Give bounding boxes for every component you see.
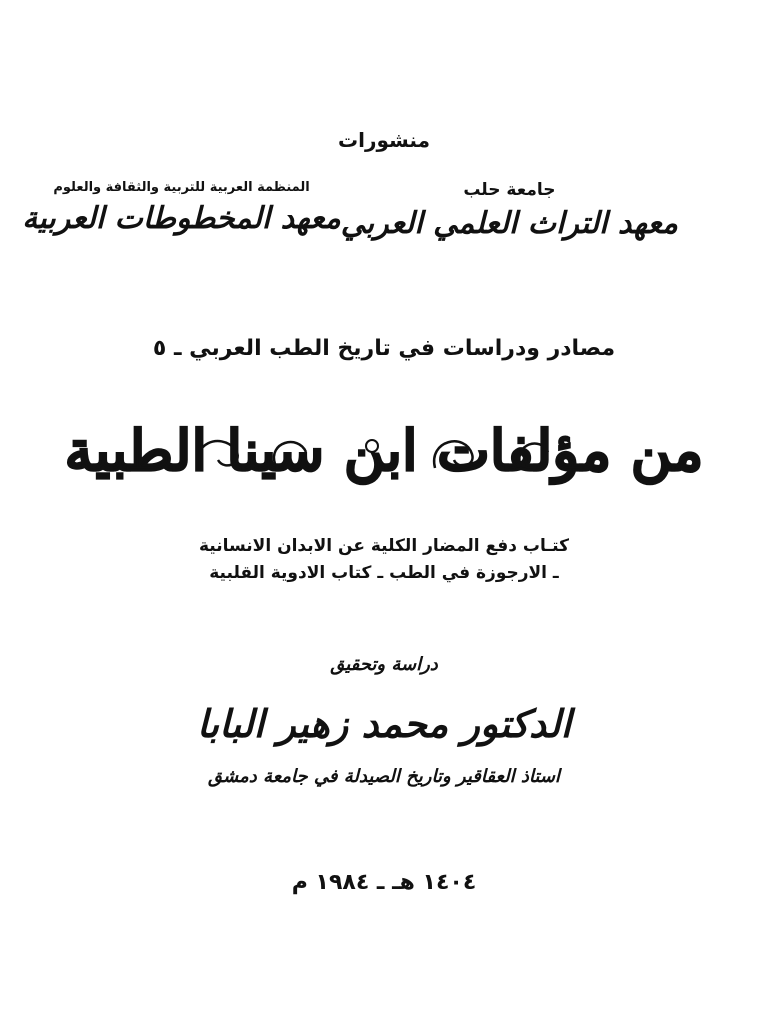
publications-label: منشورات <box>338 128 430 152</box>
author-name: الدكتور محمد زهير البابا <box>196 702 572 746</box>
study-label: دراسة وتحقيق <box>330 654 438 675</box>
book-title: من مؤلفات ابن سينا الطبية <box>64 418 704 484</box>
subtitle-line-1: كتـاب دفع المضار الكلية عن الابدان الانسانية <box>198 536 569 556</box>
organization-name: المنظمة العربية للتربية والثقافة والعلوم <box>53 180 310 195</box>
university-name: جامعة حلب <box>463 180 556 200</box>
series-line: مصادر ودراسات في تاريخ الطب العربي ـ ٥ <box>152 336 616 361</box>
publication-date: ١٤٠٤ هـ ـ ١٩٨٤ م <box>291 870 477 895</box>
subtitle-line-2: ـ الارجوزة في الطب ـ كتاب الادوية القلبية <box>209 563 559 583</box>
institutions-row <box>22 180 678 241</box>
institution-right <box>341 180 678 241</box>
institute-name-right: معهد التراث العلمي العربي <box>340 206 678 241</box>
institution-left <box>22 180 341 241</box>
institute-name-left: معهد المخطوطات العربية <box>22 201 341 236</box>
author-position: استاذ العقاقير وتاريخ الصيدلة في جامعة دمشق <box>208 766 560 787</box>
